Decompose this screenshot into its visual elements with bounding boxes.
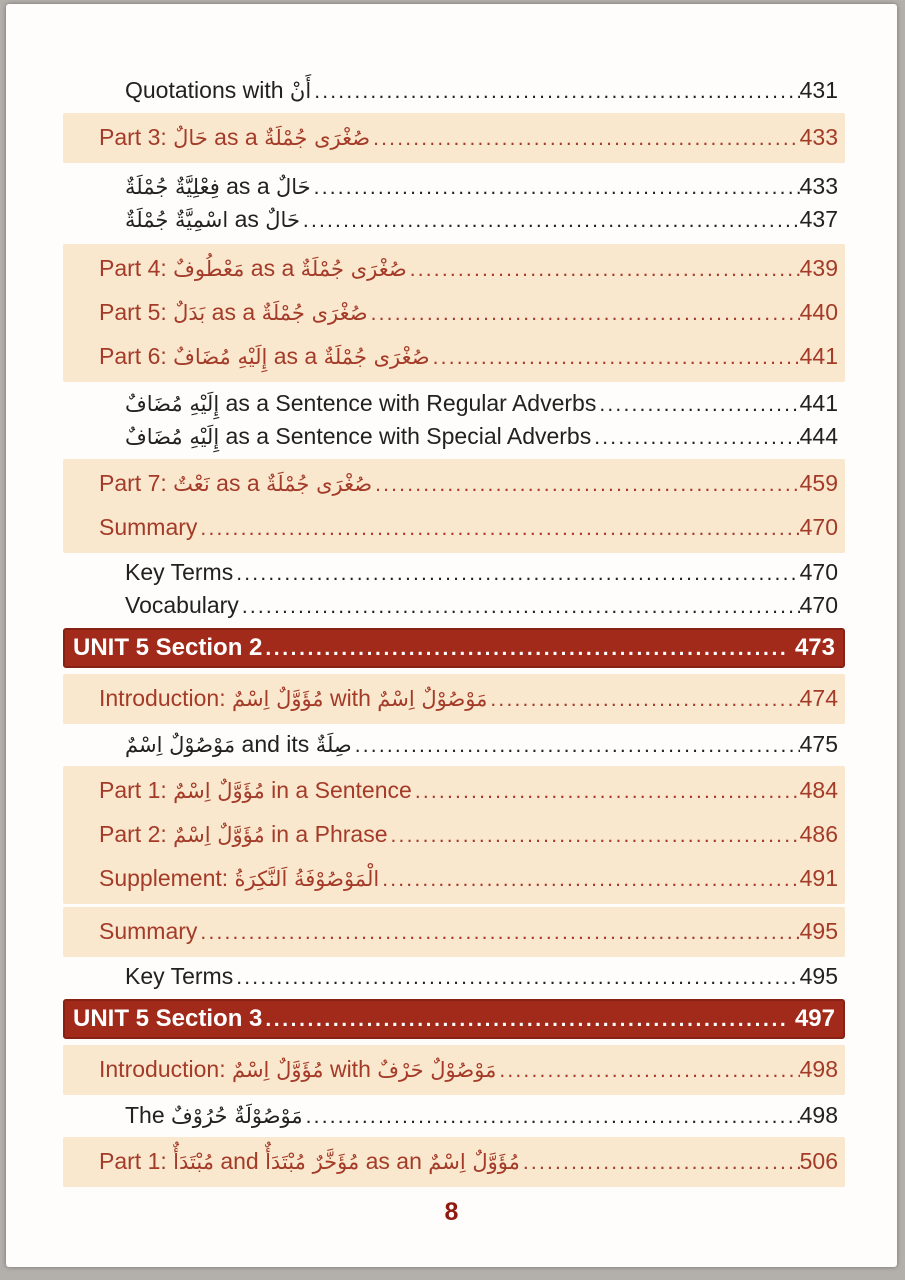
arabic-term: جُمْلَةٌ صُغْرَى bbox=[300, 257, 407, 281]
toc-block bbox=[63, 171, 845, 236]
entry-text-english: Supplement: bbox=[99, 865, 235, 891]
arabic-term: اِسْمٌ مَوْصُوْلٌ bbox=[377, 687, 488, 711]
toc-block bbox=[63, 1137, 845, 1187]
arabic-term: مَعْطُوفٌ bbox=[173, 257, 245, 281]
arabic-term: اِسْمٌ مَوْصُوْلٌ bbox=[125, 733, 236, 757]
arabic-term: حَالٌ bbox=[276, 175, 311, 199]
entry-text-english: with bbox=[323, 1056, 378, 1082]
arabic-term: اِسْمٌ مُؤَوَّلٌ bbox=[231, 1058, 324, 1082]
toc-block bbox=[63, 388, 845, 453]
entry-text-english: as a bbox=[205, 299, 262, 325]
entry-page-number: 498 bbox=[799, 1102, 838, 1128]
arabic-term: بَدَلٌ bbox=[173, 301, 206, 325]
entry-page-number: 495 bbox=[799, 963, 838, 989]
entry-text bbox=[125, 388, 596, 420]
entry-text-english: Quotations with bbox=[125, 77, 290, 103]
entry-page-number: 498 bbox=[799, 1056, 838, 1082]
toc-block bbox=[63, 766, 845, 904]
dot-leader bbox=[300, 204, 800, 236]
arabic-term: نَعْتٌ bbox=[173, 472, 210, 496]
toc-block bbox=[63, 961, 845, 993]
arabic-term: اِسْمٌ مُؤَوَّلٌ bbox=[231, 687, 324, 711]
arabic-term: حَالٌ bbox=[265, 208, 300, 232]
dot-leader bbox=[370, 122, 800, 154]
arabic-term: حَرْفٌ مَوْصُوْلٌ bbox=[377, 1058, 497, 1082]
arabic-term: مُبْتَدَأٌ bbox=[173, 1150, 214, 1174]
entry-page-number: 484 bbox=[799, 777, 838, 803]
toc-entry[interactable] bbox=[63, 204, 838, 236]
dot-leader bbox=[311, 75, 799, 107]
toc-entry[interactable] bbox=[63, 590, 838, 622]
toc-entry[interactable] bbox=[63, 961, 838, 993]
entry-page-number: 437 bbox=[799, 206, 838, 232]
entry-text-english: Part 5: bbox=[99, 299, 174, 325]
entry-text-english: Part 3: bbox=[99, 124, 174, 150]
entry-text-english: Introduction: bbox=[99, 1056, 232, 1082]
entry-text-english: with bbox=[323, 685, 378, 711]
arabic-term: جُمْلَةٌ صُغْرَى bbox=[323, 345, 430, 369]
entry-text-english: as bbox=[228, 206, 266, 232]
entry-text bbox=[99, 122, 370, 154]
toc-part-entry[interactable] bbox=[63, 1140, 838, 1184]
arabic-term: اِسْمٌ مُؤَوَّلٌ bbox=[428, 1150, 520, 1174]
toc-block bbox=[63, 1045, 845, 1095]
arabic-term: مُضَافٌ إِلَيْهِ bbox=[173, 345, 268, 369]
arabic-term: صِلَةٌ bbox=[315, 733, 352, 757]
dot-leader bbox=[412, 775, 800, 807]
arabic-term: جُمْلَةٌ اسْمِيَّةٌ bbox=[125, 208, 229, 232]
entry-text bbox=[99, 916, 197, 947]
toc-part-entry[interactable] bbox=[63, 247, 838, 291]
dot-leader bbox=[596, 388, 799, 420]
dot-leader bbox=[262, 1003, 789, 1035]
arabic-term: مُضَافٌ إِلَيْهِ bbox=[125, 392, 220, 416]
entry-text-english: Summary bbox=[99, 918, 198, 944]
entry-text-english: in a Phrase bbox=[264, 821, 388, 847]
entry-page-number: 506 bbox=[799, 1148, 838, 1174]
dot-leader bbox=[262, 632, 789, 664]
entry-text-english: Vocabulary bbox=[125, 592, 239, 618]
entry-text bbox=[73, 632, 262, 663]
toc-entry[interactable] bbox=[63, 910, 838, 954]
dot-leader bbox=[591, 421, 799, 453]
entry-text bbox=[125, 729, 352, 761]
arabic-term: اَلنَّكِرَةُ الْمَوْصُوْفَةُ bbox=[234, 867, 380, 891]
entry-text-english: as a Sentence with Regular Adverbs bbox=[219, 390, 597, 416]
dot-leader bbox=[379, 863, 799, 895]
entry-page-number: 441 bbox=[799, 343, 838, 369]
entry-text bbox=[99, 297, 368, 329]
arabic-term: اِسْمٌ مُؤَوَّلٌ bbox=[173, 823, 265, 847]
toc-entry[interactable] bbox=[63, 1048, 838, 1092]
toc-block bbox=[63, 557, 845, 622]
unit-section-entry[interactable] bbox=[73, 1001, 835, 1037]
arabic-term: جُمْلَةٌ صُغْرَى bbox=[261, 301, 368, 325]
entry-page-number: 495 bbox=[799, 918, 838, 944]
entry-page-number: 475 bbox=[799, 731, 838, 757]
toc-entry[interactable] bbox=[63, 729, 838, 761]
entry-text-english: and bbox=[213, 1148, 266, 1174]
entry-text bbox=[125, 1100, 303, 1132]
page-footer bbox=[6, 1198, 897, 1227]
unit-section-bar bbox=[63, 628, 845, 668]
dot-leader bbox=[311, 171, 800, 203]
entry-text bbox=[125, 590, 239, 621]
entry-text-english: Part 1: bbox=[99, 1148, 174, 1174]
toc-block bbox=[63, 459, 845, 553]
entry-text bbox=[73, 1003, 262, 1034]
entry-page-number: 431 bbox=[799, 77, 838, 103]
entry-page-number: 470 bbox=[799, 592, 838, 618]
toc-part-entry[interactable] bbox=[63, 462, 838, 506]
entry-text-english: as a bbox=[209, 470, 267, 496]
dot-leader bbox=[368, 297, 800, 329]
arabic-term: مُبْتَدَأٌ مُؤَخَّرٌ bbox=[265, 1150, 360, 1174]
toc-block bbox=[63, 75, 845, 107]
entry-text bbox=[99, 819, 388, 851]
toc-block bbox=[63, 244, 845, 382]
entry-text-english: Part 2: bbox=[99, 821, 174, 847]
dot-leader bbox=[520, 1146, 800, 1178]
entry-page-number: 433 bbox=[799, 173, 838, 199]
toc-part-entry[interactable] bbox=[63, 116, 838, 160]
entry-page-number: 470 bbox=[799, 514, 838, 540]
entry-text-english: in a Sentence bbox=[264, 777, 412, 803]
entry-page-number: 474 bbox=[799, 685, 838, 711]
dot-leader bbox=[388, 819, 800, 851]
entry-text-english: as a bbox=[219, 173, 277, 199]
dot-leader bbox=[197, 916, 799, 948]
entry-page-number: 459 bbox=[799, 470, 838, 496]
arabic-term: جُمْلَةٌ صُغْرَى bbox=[264, 126, 371, 150]
entry-text-english: Part 6: bbox=[99, 343, 174, 369]
entry-text-english: Introduction: bbox=[99, 685, 232, 711]
entry-page-number: 433 bbox=[799, 124, 838, 150]
arabic-term: مُضَافٌ إِلَيْهِ bbox=[125, 425, 220, 449]
dot-leader bbox=[303, 1100, 800, 1132]
entry-text-english: Summary bbox=[99, 514, 198, 540]
toc-part-entry[interactable] bbox=[63, 769, 838, 813]
entry-text bbox=[99, 512, 197, 543]
toc-part-entry[interactable] bbox=[63, 291, 838, 335]
entry-text-english: Part 4: bbox=[99, 255, 174, 281]
entry-text bbox=[125, 961, 233, 992]
toc-entry[interactable] bbox=[63, 506, 838, 550]
toc-entry[interactable] bbox=[63, 421, 838, 453]
toc-entry[interactable] bbox=[63, 388, 838, 420]
entry-text bbox=[99, 468, 372, 500]
entry-text bbox=[125, 421, 591, 453]
entry-text-english: UNIT 5 Section 3 bbox=[73, 1005, 263, 1032]
toc-entry[interactable] bbox=[63, 857, 838, 901]
entry-page-number: 444 bbox=[799, 423, 838, 449]
entry-text bbox=[99, 863, 379, 895]
entry-page-number: 440 bbox=[799, 299, 838, 325]
dot-leader bbox=[239, 590, 800, 622]
toc-block bbox=[63, 907, 845, 957]
footer-page-number: 8 bbox=[444, 1198, 459, 1226]
entry-text bbox=[99, 775, 412, 807]
unit-section-entry[interactable] bbox=[73, 630, 835, 666]
entry-page-number: 473 bbox=[794, 634, 835, 661]
toc-block bbox=[63, 113, 845, 163]
dot-leader bbox=[233, 557, 799, 589]
toc-entry[interactable] bbox=[63, 677, 838, 721]
entry-text bbox=[125, 557, 233, 588]
dot-leader bbox=[430, 341, 800, 373]
toc-entry[interactable] bbox=[63, 75, 838, 107]
entry-text-english: Part 7: bbox=[99, 470, 174, 496]
arabic-term: حَالٌ bbox=[173, 126, 208, 150]
entry-text-english: as an bbox=[359, 1148, 429, 1174]
entry-text-english: Part 1: bbox=[99, 777, 174, 803]
arabic-term: أَنْ bbox=[289, 79, 312, 103]
entry-text bbox=[125, 75, 311, 107]
entry-text-english: Key Terms bbox=[125, 963, 234, 989]
entry-text-english: as a bbox=[244, 255, 301, 281]
entry-text-english: as a Sentence with Special Adverbs bbox=[219, 423, 592, 449]
entry-text-english: UNIT 5 Section 2 bbox=[73, 634, 263, 661]
toc-part-entry[interactable] bbox=[63, 335, 838, 379]
toc-block bbox=[63, 729, 845, 761]
dot-leader bbox=[487, 683, 799, 715]
toc-entry[interactable] bbox=[63, 1100, 838, 1132]
document-page bbox=[6, 4, 897, 1267]
entry-page-number: 441 bbox=[799, 390, 838, 416]
arabic-term: جُمْلَةٌ صُغْرَى bbox=[266, 472, 373, 496]
entry-page-number: 491 bbox=[799, 865, 838, 891]
toc-block bbox=[63, 1100, 845, 1132]
entry-text bbox=[99, 341, 430, 373]
toc-part-entry[interactable] bbox=[63, 813, 838, 857]
dot-leader bbox=[233, 961, 799, 993]
entry-text bbox=[99, 1054, 496, 1086]
arabic-term: جُمْلَةٌ فِعْلِيَّةٌ bbox=[125, 175, 220, 199]
dot-leader bbox=[197, 512, 799, 544]
entry-text bbox=[99, 253, 407, 285]
dot-leader bbox=[407, 253, 800, 285]
toc-block bbox=[63, 674, 845, 724]
entry-page-number: 470 bbox=[799, 559, 838, 585]
entry-text bbox=[99, 683, 487, 715]
entry-page-number: 439 bbox=[799, 255, 838, 281]
dot-leader bbox=[352, 729, 800, 761]
entry-text-english: The bbox=[125, 1102, 172, 1128]
entry-text-english: Key Terms bbox=[125, 559, 234, 585]
entry-text bbox=[125, 204, 300, 236]
dot-leader bbox=[372, 468, 800, 500]
entry-text-english: as a bbox=[207, 124, 265, 150]
dot-leader bbox=[496, 1054, 799, 1086]
entry-text-english: as a bbox=[267, 343, 324, 369]
toc-entry[interactable] bbox=[63, 171, 838, 203]
entry-page-number: 486 bbox=[799, 821, 838, 847]
entry-text-english: and its bbox=[235, 731, 316, 757]
table-of-contents bbox=[63, 74, 845, 1187]
unit-section-bar bbox=[63, 999, 845, 1039]
entry-text bbox=[99, 1146, 520, 1178]
arabic-term: حُرُوْفٌ مَوْصُوْلَةٌ bbox=[171, 1104, 303, 1128]
entry-page-number: 497 bbox=[794, 1005, 835, 1032]
arabic-term: اِسْمٌ مُؤَوَّلٌ bbox=[173, 779, 265, 803]
entry-text bbox=[125, 171, 311, 203]
toc-entry[interactable] bbox=[63, 557, 838, 589]
